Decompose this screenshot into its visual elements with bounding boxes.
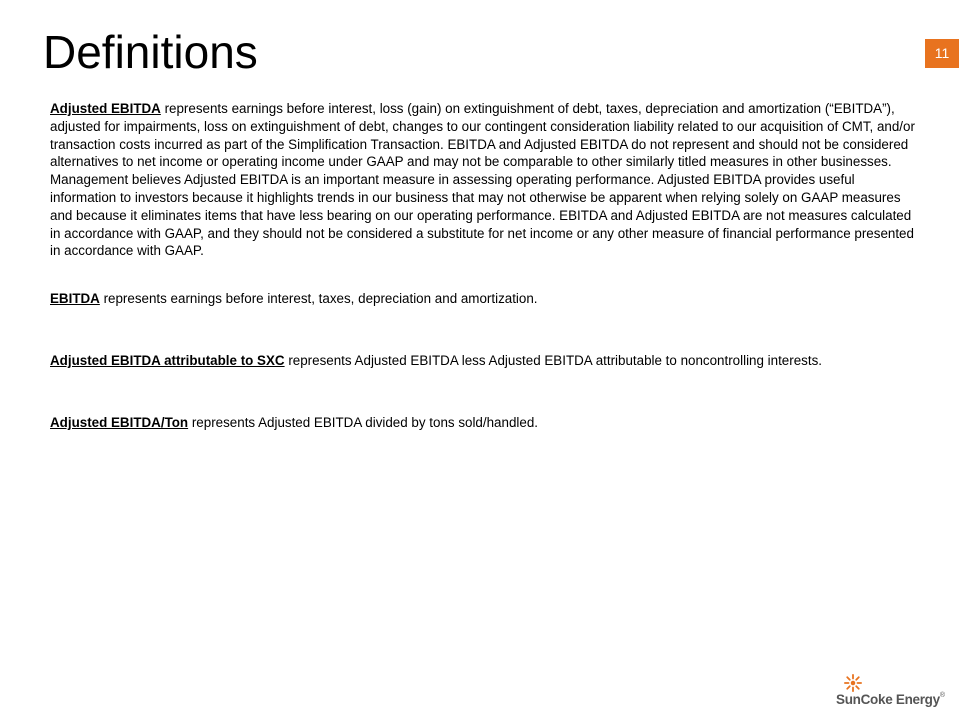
- registered-mark: ®: [939, 692, 945, 699]
- page-number-badge: 11: [925, 39, 959, 68]
- definition-text: represents earnings before interest, loss (gain) on extinguishment of debt, taxes, depreciation and amortization (“EBITDA”), adjusted for impairments, loss on extinguishment of debt, changes to our contingent consideration liability related to our acquisition of CMT, and/or transaction costs incurred as part of the Simplification Transaction. EBITDA and Adjusted EBITDA do not represent and should not be considered alternatives to net income or operating income under GAAP and may not be comparable to other similarly titled measures in other businesses. Management believes Adjusted EBITDA is an important measure in assessing operating performance. Adjusted EBITDA provides useful information to investors because it highlights trends in our business that may not otherwise be apparent when relying solely on GAAP measures and because it eliminates items that have less bearing on our operating performance. EBITDA and Adjusted EBITDA are not measures calculated in accordance with GAAP, and they should not be considered a substitute for net income or any other measure of financial performance presented in accordance with GAAP.: [50, 101, 915, 259]
- definition-term: Adjusted EBITDA/Ton: [50, 415, 189, 430]
- page-title: Definitions: [43, 26, 258, 78]
- definition-term: Adjusted EBITDA attributable to SXC: [50, 353, 285, 368]
- definition-adjusted-ebitda: [50, 100, 920, 260]
- definition-text: represents Adjusted EBITDA less Adjusted EBITDA attributable to noncontrolling interests.: [284, 353, 822, 368]
- definition-text: represents Adjusted EBITDA divided by tons sold/handled.: [188, 415, 538, 430]
- definition-adjusted-ebitda-sxc: [50, 352, 920, 370]
- definition-text: represents earnings before interest, taxes, depreciation and amortization.: [99, 291, 538, 306]
- definition-term: Adjusted EBITDA: [50, 101, 161, 116]
- logo-text: SunCoke Energy: [836, 692, 940, 707]
- company-logo: [836, 674, 946, 714]
- logo-wordmark: [836, 692, 945, 707]
- definition-ebitda: [50, 290, 920, 308]
- definition-adjusted-ebitda-per-ton: [50, 414, 920, 432]
- sun-icon: [844, 674, 862, 692]
- definition-term: EBITDA: [50, 291, 100, 306]
